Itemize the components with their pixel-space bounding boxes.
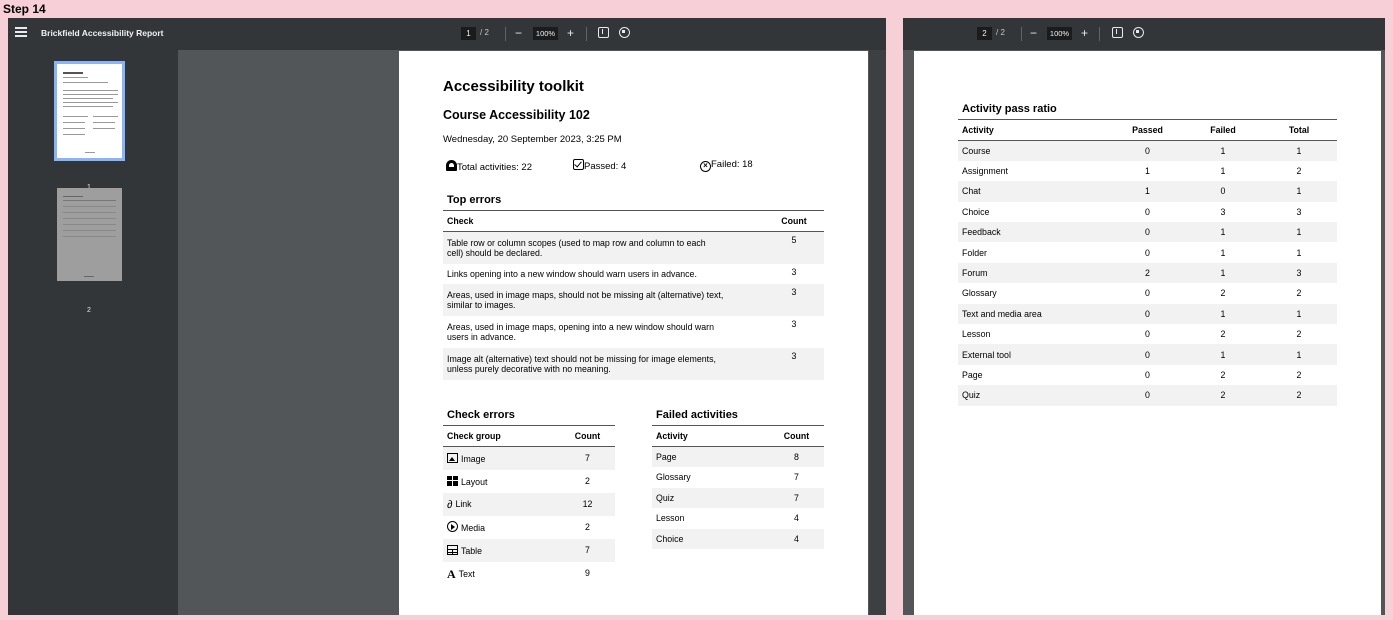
viewer-toolbar <box>8 18 886 50</box>
cell-activity: Forum <box>958 263 1110 283</box>
dashboard-icon <box>446 160 457 171</box>
rotate-icon[interactable] <box>1133 27 1144 38</box>
col-passed: Passed <box>1110 120 1185 141</box>
cell-activity: Feedback <box>958 222 1110 242</box>
col-total: Total <box>1261 120 1337 141</box>
cell-activity: Glossary <box>656 472 691 483</box>
page-number-input[interactable]: 2 <box>977 27 992 40</box>
cell-count: 3 <box>764 284 824 316</box>
step-label: Step 14 <box>3 2 46 16</box>
zoom-out-button[interactable]: − <box>1030 26 1038 40</box>
table-row <box>443 316 824 348</box>
table-row <box>443 516 615 539</box>
cell-check: Table row or column scopes (used to map row and column to each cell) should be declared. <box>443 232 764 264</box>
cell-total: 1 <box>1261 181 1337 201</box>
cell-count: 2 <box>585 522 590 532</box>
summary-failed: × Failed: 18 <box>700 159 753 172</box>
cell-check-group <box>443 493 560 516</box>
check-errors-table <box>443 425 615 585</box>
cell-total: 3 <box>1296 206 1302 217</box>
rotate-icon[interactable] <box>619 27 630 38</box>
cell-check-group <box>443 539 560 562</box>
cell-total: 1 <box>1261 141 1337 161</box>
cell-check-group <box>443 562 560 585</box>
cell-check-group-label: Layout <box>461 476 488 487</box>
pass-ratio-table <box>958 119 1337 406</box>
table-row <box>958 385 1337 405</box>
cell-total: 2 <box>1296 288 1302 299</box>
report-title: Accessibility toolkit <box>443 78 584 95</box>
cell-passed: 0 <box>1110 304 1185 324</box>
cell-total: 1 <box>1296 247 1302 258</box>
cell-total: 3 <box>1261 263 1337 283</box>
cell-count: 9 <box>585 568 590 578</box>
image-icon <box>447 453 458 463</box>
cell-failed: 1 <box>1185 222 1261 242</box>
cell-activity: Text and media area <box>958 304 1110 324</box>
cell-check-group-label: Link <box>455 499 472 509</box>
cell-count: 4 <box>794 513 799 524</box>
table-row <box>958 242 1337 262</box>
cell-passed: 0 <box>1110 222 1185 242</box>
course-name: Course Accessibility 102 <box>443 108 590 122</box>
pdf-viewer-secondary <box>903 18 1385 615</box>
x-circle-icon: × <box>700 161 711 172</box>
cell-failed: 2 <box>1220 329 1226 340</box>
cell-check: Areas, used in image maps, should not be missing alt (alternative) text, similar to images. <box>443 284 764 316</box>
cell-failed: 2 <box>1220 369 1226 380</box>
top-errors-title: Top errors <box>447 194 502 206</box>
table-row <box>958 304 1337 324</box>
table-row <box>443 284 824 316</box>
col-activity: Activity <box>958 120 1110 141</box>
page-total: / 2 <box>480 28 489 37</box>
cell-passed: 0 <box>1145 206 1150 217</box>
page-number-input[interactable]: 1 <box>461 27 476 40</box>
fit-page-icon[interactable] <box>1112 27 1123 38</box>
cell-activity: Page <box>962 369 983 380</box>
cell-check-group <box>443 516 560 539</box>
cell-count: 7 <box>560 447 615 470</box>
zoom-input[interactable]: 100% <box>533 27 558 40</box>
col-count: Count <box>560 426 615 447</box>
cell-activity: Assignment <box>962 166 1008 177</box>
cell-activity: Course <box>958 141 1110 161</box>
text-icon: A <box>447 567 456 581</box>
cell-check-group <box>443 470 560 493</box>
top-errors-table <box>443 210 824 380</box>
cell-failed: 2 <box>1185 385 1261 405</box>
cell-check: Image alt (alternative) text should not be missing for image elements, unless purely decorative with no meaning. <box>443 348 764 380</box>
col-activity: Activity <box>652 426 769 447</box>
cell-check: Areas, used in image maps, opening into a new window should warn users in advance. <box>447 321 714 342</box>
cell-passed: 0 <box>1145 329 1150 340</box>
cell-activity: Quiz <box>652 488 769 509</box>
cell-activity: Choice <box>652 529 769 550</box>
table-row <box>958 202 1337 222</box>
cell-check-group-label: Table <box>461 545 483 556</box>
table-row <box>958 324 1337 344</box>
cell-activity: Folder <box>962 247 987 258</box>
cell-count: 7 <box>769 488 824 509</box>
cell-passed: 0 <box>1110 385 1185 405</box>
failed-activities-table <box>652 425 824 549</box>
cell-passed: 0 <box>1110 344 1185 364</box>
cell-failed: 2 <box>1220 288 1226 299</box>
col-check: Check <box>443 211 764 232</box>
cell-count: 12 <box>560 493 615 516</box>
table-row <box>652 508 824 529</box>
cell-failed: 3 <box>1220 206 1226 217</box>
table-icon <box>447 545 458 555</box>
thumbnail-page-2[interactable] <box>57 188 122 281</box>
checkbox-icon <box>573 159 584 170</box>
cell-failed: 1 <box>1220 247 1226 258</box>
summary-passed: Passed: 4 <box>573 159 626 172</box>
cell-failed: 1 <box>1185 304 1261 324</box>
cell-failed: 0 <box>1185 181 1261 201</box>
table-row <box>958 283 1337 303</box>
report-date: Wednesday, 20 September 2023, 3:25 PM <box>443 134 622 145</box>
cell-activity: Quiz <box>958 385 1110 405</box>
table-row <box>958 161 1337 181</box>
cell-total: 1 <box>1261 304 1337 324</box>
cell-total: 2 <box>1261 385 1337 405</box>
toolbar-divider <box>1021 27 1022 41</box>
link-icon: ∂ <box>447 499 453 511</box>
cell-count: 4 <box>769 529 824 550</box>
summary-total: Total activities: 22 <box>446 160 532 173</box>
cell-count: 5 <box>764 232 824 264</box>
layout-icon <box>447 476 458 486</box>
thumbnail-sidebar <box>8 50 178 615</box>
table-row <box>443 447 615 470</box>
page-total: / 2 <box>996 28 1005 37</box>
zoom-input[interactable]: 100% <box>1047 27 1072 40</box>
cell-activity: Glossary <box>962 288 997 299</box>
cell-total: 2 <box>1296 166 1302 177</box>
table-row <box>652 467 824 488</box>
pdf-page-2 <box>914 51 1381 615</box>
media-icon <box>447 521 458 532</box>
cell-count: 2 <box>585 476 590 486</box>
pass-ratio-title: Activity pass ratio <box>962 103 1057 115</box>
table-row <box>958 141 1337 161</box>
cell-count: 3 <box>764 348 824 380</box>
table-row <box>958 263 1337 283</box>
pdf-page-1 <box>399 51 868 615</box>
col-failed: Failed <box>1185 120 1261 141</box>
zoom-in-button[interactable]: + <box>567 26 575 40</box>
cell-total: 1 <box>1261 222 1337 242</box>
cell-passed: 1 <box>1110 181 1185 201</box>
thumbnail-label-2: 2 <box>87 307 91 314</box>
document-scroll-area[interactable] <box>178 50 886 615</box>
col-count: Count <box>764 211 824 232</box>
check-errors-title: Check errors <box>447 409 515 421</box>
table-row <box>958 365 1337 385</box>
table-row <box>443 470 615 493</box>
cell-check-group-label: Text <box>458 569 475 579</box>
toolbar-divider <box>586 27 587 41</box>
cell-total: 1 <box>1261 344 1337 364</box>
toolbar-divider <box>505 27 506 41</box>
vertical-scrollbar[interactable] <box>869 50 886 615</box>
cell-activity: External tool <box>958 344 1110 364</box>
cell-passed: 0 <box>1145 369 1150 380</box>
table-row <box>652 488 824 509</box>
cell-count: 7 <box>560 539 615 562</box>
table-row <box>958 222 1337 242</box>
cell-failed: 1 <box>1185 263 1261 283</box>
table-row <box>443 562 615 585</box>
table-row <box>443 493 615 516</box>
cell-check: Links opening into a new window should warn users in advance. <box>447 268 697 279</box>
cell-passed: 0 <box>1145 288 1150 299</box>
table-row <box>443 348 824 380</box>
cell-check-group-label: Media <box>461 523 485 533</box>
zoom-out-button[interactable]: − <box>515 26 523 40</box>
viewer-toolbar <box>903 18 1385 50</box>
toolbar-divider <box>1099 27 1100 41</box>
cell-activity: Page <box>652 447 769 468</box>
cell-check-group <box>443 447 560 470</box>
cell-count: 3 <box>791 266 797 277</box>
table-row <box>958 181 1337 201</box>
cell-count: 8 <box>769 447 824 468</box>
pdf-viewer-main <box>8 18 886 615</box>
cell-activity: Choice <box>962 206 990 217</box>
cell-passed: 1 <box>1145 166 1150 177</box>
failed-activities-title: Failed activities <box>656 409 738 421</box>
cell-failed: 1 <box>1220 166 1226 177</box>
thumbnail-page-1[interactable] <box>54 61 125 161</box>
cell-count: 7 <box>794 472 799 483</box>
table-row <box>958 344 1337 364</box>
cell-total: 2 <box>1296 329 1302 340</box>
cell-failed: 1 <box>1185 141 1261 161</box>
cell-failed: 1 <box>1185 344 1261 364</box>
cell-passed: 2 <box>1110 263 1185 283</box>
menu-icon[interactable] <box>15 27 27 41</box>
table-row <box>652 529 824 550</box>
table-row <box>652 447 824 468</box>
col-count: Count <box>769 426 824 447</box>
zoom-in-button[interactable]: + <box>1081 26 1089 40</box>
cell-check-group-label: Image <box>461 453 486 464</box>
cell-passed: 0 <box>1145 247 1150 258</box>
cell-activity: Lesson <box>656 513 685 524</box>
table-row <box>443 539 615 562</box>
fit-page-icon[interactable] <box>598 27 609 38</box>
cell-count: 3 <box>791 318 797 329</box>
cell-activity: Lesson <box>962 329 991 340</box>
cell-activity: Chat <box>958 181 1110 201</box>
document-title: Brickfield Accessibility Report <box>41 28 164 38</box>
cell-total: 2 <box>1296 369 1302 380</box>
table-row <box>443 232 824 264</box>
col-check-group: Check group <box>443 426 560 447</box>
table-row <box>443 264 824 284</box>
cell-passed: 0 <box>1110 141 1185 161</box>
